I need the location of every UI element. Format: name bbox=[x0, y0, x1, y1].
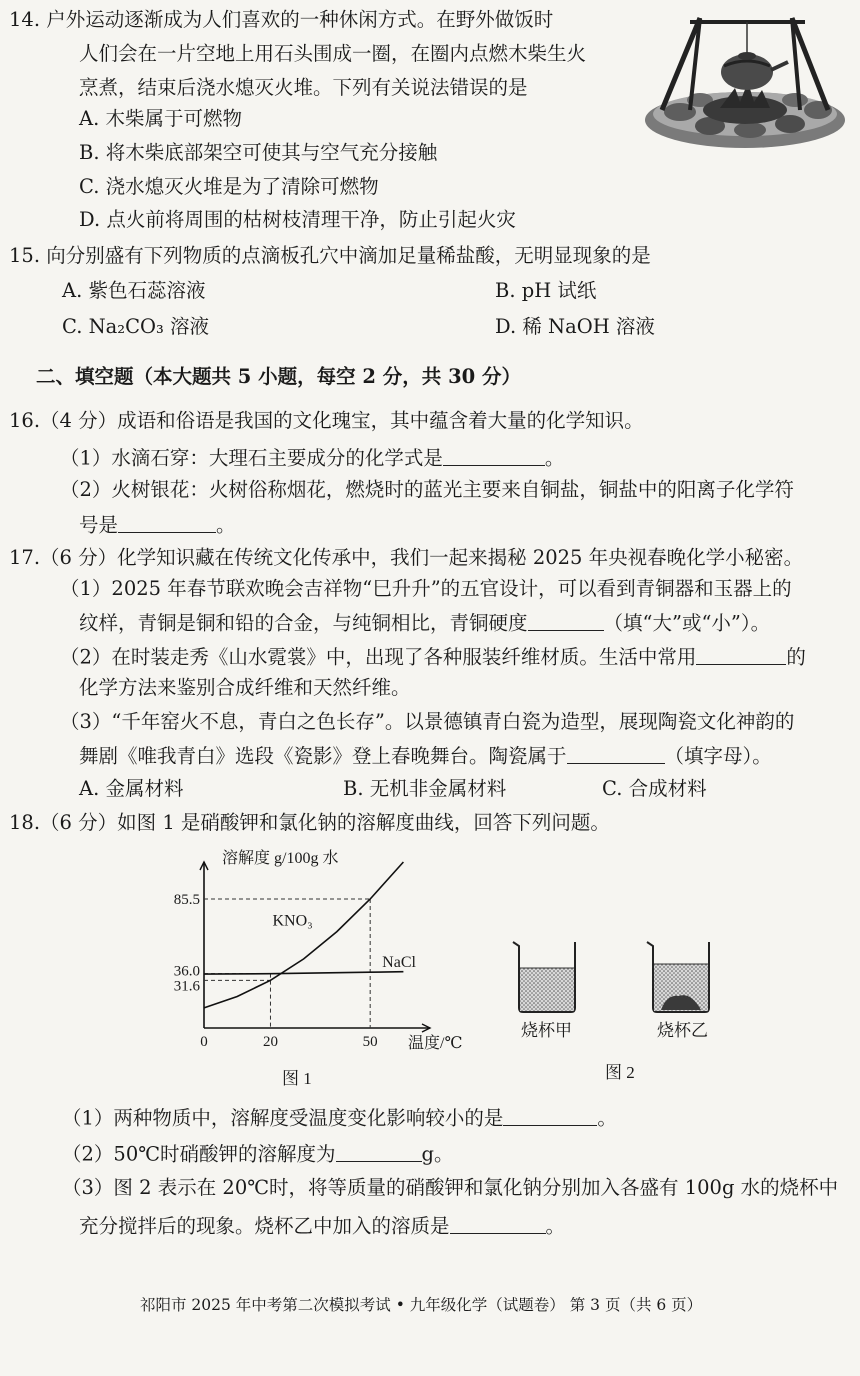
x-tick-label: 0 bbox=[200, 1034, 208, 1050]
chart-ylabel: 溶解度 g/100g 水 bbox=[222, 850, 339, 867]
q16-part-2-line-1: （2）火树银花：火树俗称烟花，燃烧时的蓝光主要来自铜盐，铜盐中的阳离子化学符 bbox=[60, 478, 794, 501]
q14-option-b: B. 将木柴底部架空可使其与空气充分接触 bbox=[79, 141, 438, 164]
answer-blank[interactable] bbox=[567, 743, 665, 764]
q18-stem: 18.（6 分）如图 1 是硝酸钾和氯化钠的溶解度曲线，回答下列问题。 bbox=[9, 811, 610, 834]
q16-part-1-end: 。 bbox=[544, 446, 565, 470]
q17-part-3-text: 舞剧《唯我青白》选段《瓷影》登上春晚舞台。陶瓷属于 bbox=[79, 744, 567, 768]
x-tick-label: 50 bbox=[362, 1034, 378, 1050]
q17-part-1-end: （填“大”或“小”）。 bbox=[603, 611, 771, 635]
x-tick-label: 20 bbox=[262, 1034, 278, 1050]
q14-line-2: 人们会在一片空地上用石头围成一圈，在圈内点燃木柴生火 bbox=[79, 42, 587, 65]
answer-blank[interactable] bbox=[528, 610, 604, 631]
solubility-chart bbox=[160, 848, 463, 1088]
answer-blank[interactable] bbox=[696, 644, 786, 665]
answer-blank[interactable] bbox=[118, 512, 216, 533]
beaker-b-icon bbox=[647, 942, 709, 1012]
q17-part-3-end: （填字母）。 bbox=[664, 744, 772, 768]
chart-xlabel: 温度/℃ bbox=[408, 1035, 463, 1052]
q17-option-a: A. 金属材料 bbox=[79, 777, 184, 800]
q18-part-2-text: （2）50℃时硝酸钾的溶解度为 bbox=[62, 1142, 336, 1166]
chart-axes bbox=[200, 862, 430, 1032]
q17-part-2-line-1 bbox=[60, 644, 806, 669]
beaker-a-icon bbox=[513, 942, 575, 1012]
q14-option-d: D. 点火前将周围的枯树枝清理干净，防止引起火灾 bbox=[79, 208, 516, 231]
series-line-nacl bbox=[204, 972, 403, 974]
q14-line-1: 14. 户外运动逐渐成为人们喜欢的一种休闲方式。在野外做饭时 bbox=[9, 8, 554, 31]
q17-option-c: C. 合成材料 bbox=[602, 777, 707, 800]
answer-blank[interactable] bbox=[336, 1141, 422, 1162]
q14-line-3: 烹煮，结束后浇水熄灭火堆。下列有关说法错误的是 bbox=[79, 76, 528, 99]
figure-1-caption: 图 1 bbox=[282, 1069, 312, 1088]
y-tick-label: 36.0 bbox=[173, 963, 200, 980]
campfire-illustration bbox=[640, 10, 850, 152]
q17-stem: 17.（6 分）化学知识藏在传统文化传承中，我们一起来揭秘 2025 年央视春晚化学小秘密。 bbox=[9, 546, 804, 569]
q18-part-2 bbox=[62, 1141, 454, 1166]
answer-blank[interactable] bbox=[443, 445, 545, 466]
chart-series bbox=[204, 862, 417, 1008]
q17-part-1-line-2 bbox=[79, 610, 770, 635]
q17-part-3-line-1: （3）“千年窑火不息，青白之色长存”。以景德镇青白瓷为造型，展现陶瓷文化神韵的 bbox=[60, 710, 795, 733]
series-label-nacl: NaCl bbox=[382, 953, 416, 971]
q18-part-3-text: 充分搅拌后的现象。烧杯乙中加入的溶质是 bbox=[79, 1214, 450, 1238]
q17-option-b: B. 无机非金属材料 bbox=[343, 777, 507, 800]
figure-2 bbox=[505, 930, 725, 1090]
answer-blank[interactable] bbox=[503, 1105, 597, 1126]
q18-part-3-end: 。 bbox=[545, 1214, 566, 1238]
q15-option-c: C. Na₂CO₃ 溶液 bbox=[62, 315, 210, 338]
series-label-kno3: KNO₃ bbox=[272, 912, 313, 930]
q16-part-1 bbox=[60, 445, 564, 470]
y-tick-label: 31.6 bbox=[173, 978, 200, 995]
y-tick-label: 85.5 bbox=[173, 891, 200, 908]
q16-part-2-line-2 bbox=[79, 512, 236, 537]
q15-stem: 15. 向分别盛有下列物质的点滴板孔穴中滴加足量稀盐酸，无明显现象的是 bbox=[9, 244, 651, 267]
q18-part-3-line-2 bbox=[79, 1213, 565, 1238]
q16-part-2-text: 号是 bbox=[79, 513, 119, 537]
q17-part-2-end: 的 bbox=[786, 645, 806, 669]
q16-part-2-end: 。 bbox=[216, 513, 236, 537]
q18-part-1-end: 。 bbox=[597, 1106, 617, 1130]
beaker-a-label: 烧杯甲 bbox=[521, 1021, 572, 1040]
q17-part-1-text: 纹样，青铜是铜和铅的合金，与纯铜相比，青铜硬度 bbox=[79, 611, 528, 635]
q14-option-c: C. 浇水熄灭火堆是为了清除可燃物 bbox=[79, 175, 379, 198]
series-line-kno3 bbox=[204, 862, 403, 1008]
q14-option-a: A. 木柴属于可燃物 bbox=[79, 107, 242, 130]
q17-part-2-line-2: 化学方法来鉴别合成纤维和天然纤维。 bbox=[79, 676, 411, 699]
q18-part-2-end: g。 bbox=[421, 1142, 454, 1166]
q16-part-1-text: （1）水滴石穿：大理石主要成分的化学式是 bbox=[60, 446, 443, 470]
q15-option-b: B. pH 试纸 bbox=[495, 279, 597, 302]
q17-part-2-text: （2）在时装走秀《山水霓裳》中，出现了各种服装纤维材质。生活中常用 bbox=[60, 645, 697, 669]
q17-part-1-line-1: （1）2025 年春节联欢晚会吉祥物“巳升升”的五官设计，可以看到青铜器和玉器上的 bbox=[60, 577, 792, 600]
q17-part-3-line-2 bbox=[79, 743, 772, 768]
q18-part-3-line-1: （3）图 2 表示在 20℃时，将等质量的硝酸钾和氯化钠分别加入各盛有 100g 水的烧杯中 bbox=[62, 1176, 839, 1199]
q18-part-1-text: （1）两种物质中，溶解度受温度变化影响较小的是 bbox=[62, 1106, 504, 1130]
beaker-b-label: 烧杯乙 bbox=[657, 1021, 708, 1040]
figure-2-caption: 图 2 bbox=[605, 1063, 635, 1082]
q15-option-a: A. 紫色石蕊溶液 bbox=[62, 279, 206, 302]
answer-blank[interactable] bbox=[450, 1213, 546, 1234]
q16-stem: 16.（4 分）成语和俗语是我国的文化瑰宝，其中蕴含着大量的化学知识。 bbox=[9, 409, 644, 432]
q15-option-d: D. 稀 NaOH 溶液 bbox=[495, 315, 655, 338]
section-heading: 二、填空题（本大题共 5 小题，每空 2 分，共 30 分） bbox=[36, 365, 522, 388]
page-footer: 祁阳市 2025 年中考第二次模拟考试 • 九年级化学（试题卷） 第 3 页（共 6 页） bbox=[140, 1296, 703, 1314]
q18-part-1 bbox=[62, 1105, 617, 1130]
